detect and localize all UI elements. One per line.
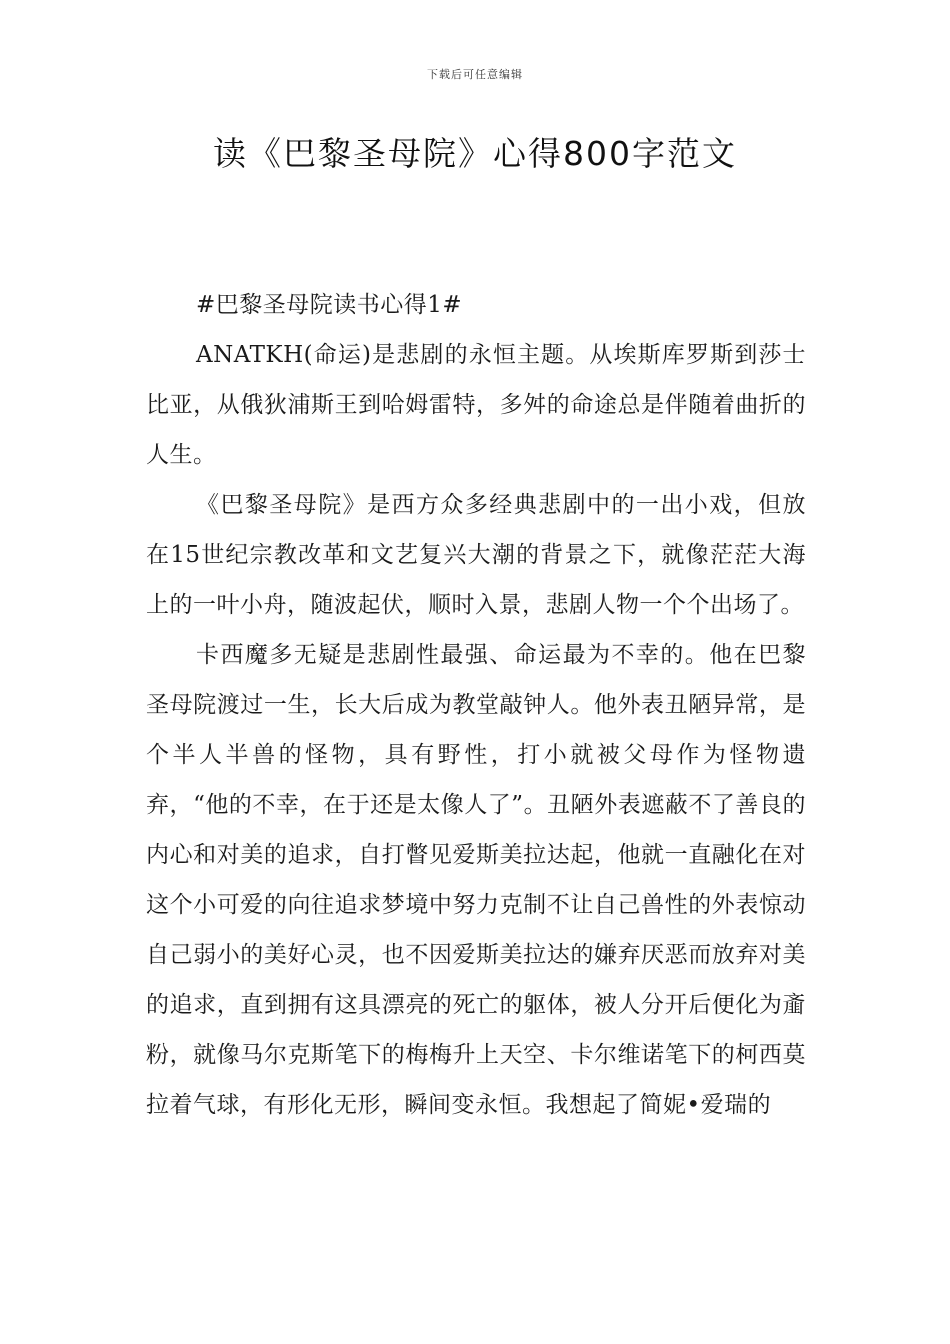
document-title: 读《巴黎圣母院》心得800字范文	[213, 134, 737, 173]
paragraph-1: ANATKH(命运)是悲剧的永恒主题。从埃斯库罗斯到莎士比亚，从俄狄浦斯王到哈姆雷特，多舛的命途总是伴随着曲折的人生。	[146, 342, 806, 468]
page-header-note: 下载后可任意编辑	[427, 68, 523, 81]
paragraph-3: 卡西魔多无疑是悲剧性最强、命运最为不幸的。他在巴黎圣母院渡过一生，长大后成为教堂敲钟人。他外表丑陋异常，是个半人半兽的怪物，具有野性，打小就被父母作为怪物遗弃，“他的不幸，在于还是太像人了”。丑陋外表遮蔽不了善良的内心和对美的追求，自打瞥见爱斯美拉达起，他就一直融化在对这个小可爱的向往追求梦境中努力克制不让自己兽性的外表惊动自己弱小的美好心灵，也不因爱斯美拉达的嫌弃厌恶而放弃对美的追求，直到拥有这具漂亮的死亡的躯体，被人分开后便化为齑粉，就像马尔克斯笔下的梅梅升上天空、卡尔维诺笔下的柯西莫拉着气球，有形化无形，瞬间变永恒。我想起了简妮•爱瑞的	[146, 642, 806, 1118]
document-body	[146, 280, 806, 1130]
section-heading: #巴黎圣母院读书心得1#	[196, 292, 463, 318]
paragraph-2: 《巴黎圣母院》是西方众多经典悲剧中的一出小戏，但放在15世纪宗教改革和文艺复兴大潮的背景之下，就像茫茫大海上的一叶小舟，随波起伏，顺时入景，悲剧人物一个个出场了。	[146, 492, 806, 618]
